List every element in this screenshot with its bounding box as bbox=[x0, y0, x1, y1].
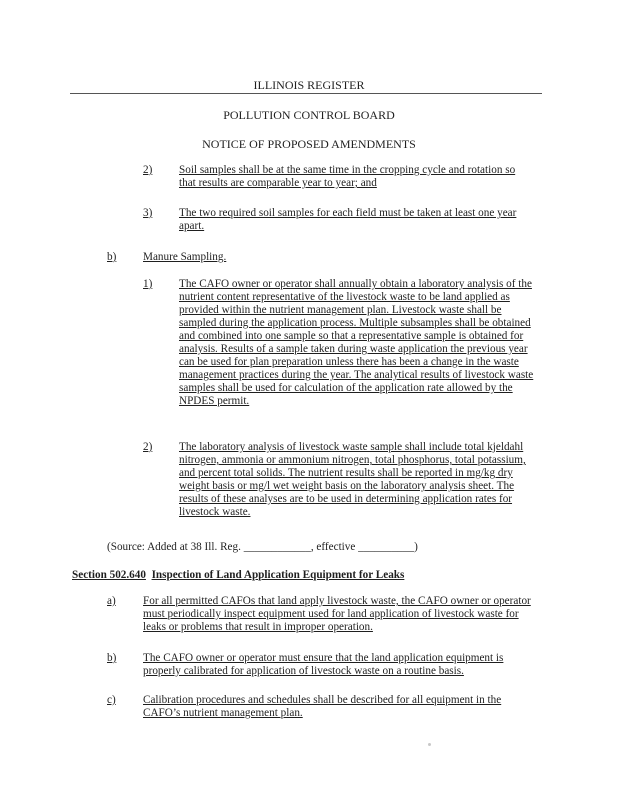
item-number: b) bbox=[107, 652, 117, 664]
item-number: 2) bbox=[143, 441, 153, 453]
item-number: a) bbox=[107, 595, 116, 607]
notice-title: NOTICE OF PROPOSED AMENDMENTS bbox=[202, 137, 416, 151]
calibration-text: The CAFO owner or operator must ensure that the land application equipment is properly calibrated for application of livestock waste on a routine basis. bbox=[143, 652, 504, 677]
manure-analysis-text: The CAFO owner or operator shall annually obtain a laboratory analysis of the nutrient content representative of the livestock waste to be land applied as provided within the nutrient management plan. Livestock waste shall be sampled during the application process. Multiple subsamples shall be obtained and combined into one sample so that a representative sample is obtained for analysis. Results of a sample taken during waste application the previous year can be used for plan preparation unless there has been a change in the waste management practices during the year. The analytical results of livestock waste samples shall be used for calculation of the application rate allowed by the NPDES permit. bbox=[179, 278, 534, 407]
lab-analysis-text: The laboratory analysis of livestock waste sample shall include total kjeldahl nitrogen, ammonia or ammonium nitrogen, total phosphorus, total potassium, and percent total solids. The nutrient results shall be reported in mg/kg dry weight basis or mg/l wet weight basis on the laboratory analysis sheet. The results of these analyses are to be used in determining application rates for livestock waste. bbox=[179, 441, 526, 518]
item-number: 1) bbox=[143, 278, 153, 290]
source-note: (Source: Added at 38 Ill. Reg. ____________, effective __________) bbox=[107, 541, 418, 553]
scan-speck bbox=[428, 743, 431, 746]
soil-sample-timing-text: Soil samples shall be at the same time in the cropping cycle and rotation so that results are comparable year to year; and bbox=[179, 164, 516, 189]
section-number: Section 502.640 bbox=[72, 569, 146, 581]
header-rule bbox=[70, 93, 542, 94]
register-title: ILLINOIS REGISTER bbox=[253, 78, 365, 92]
soil-sample-apart-text: The two required soil samples for each field must be taken at least one year apart. bbox=[179, 207, 517, 232]
manure-sampling-heading: Manure Sampling. bbox=[143, 251, 227, 263]
section-title: Inspection of Land Application Equipment for Leaks bbox=[151, 569, 405, 581]
subsection-number: b) bbox=[107, 251, 117, 263]
inspection-text: For all permitted CAFOs that land apply livestock waste, the CAFO owner or operator must periodically inspect equipment used for land application of livestock waste for leaks or problems that result in improper operation. bbox=[143, 595, 531, 633]
item-number: 3) bbox=[143, 207, 153, 219]
item-number: 2) bbox=[143, 164, 153, 176]
calibration-procedures-text: Calibration procedures and schedules shall be described for all equipment in the CAFO’s nutrient management plan. bbox=[143, 694, 502, 719]
section-heading bbox=[72, 569, 404, 582]
agency-title: POLLUTION CONTROL BOARD bbox=[223, 108, 395, 122]
item-number: c) bbox=[107, 694, 116, 706]
